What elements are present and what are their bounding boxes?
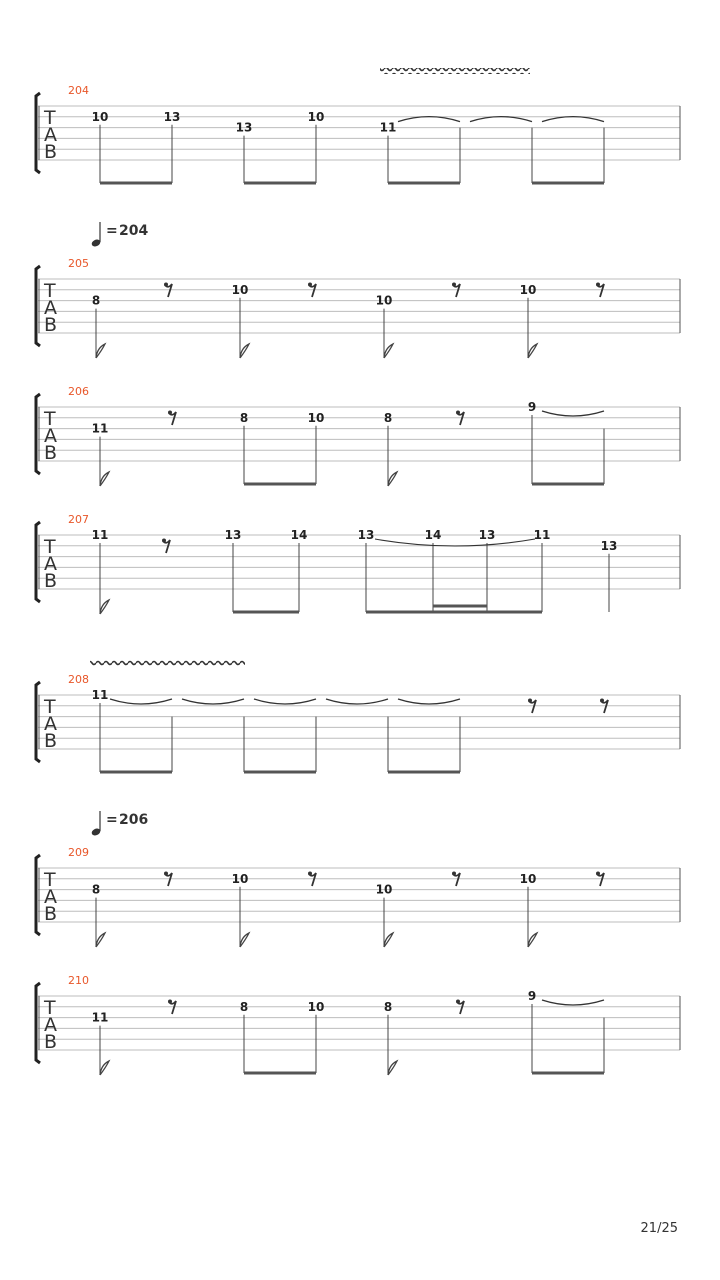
eighth-flag-icon <box>96 344 105 358</box>
rest-dot <box>308 872 312 876</box>
quarter-note-icon <box>91 222 102 248</box>
eighth-flag-icon <box>240 344 249 358</box>
tie-arc <box>398 117 460 122</box>
fret-number: 11 <box>379 120 397 135</box>
measure-number: 207 <box>68 513 89 526</box>
fret-number: 10 <box>91 109 109 124</box>
tab-clef-letter: A <box>44 425 57 447</box>
rest-dot <box>452 872 456 876</box>
tab-clef-letter: B <box>44 314 58 336</box>
eighth-flag-icon <box>100 472 109 486</box>
tempo-bpm: 206 <box>119 812 149 828</box>
fret-number: 11 <box>91 528 109 542</box>
rest-dot <box>168 411 172 415</box>
tempo-equals: = <box>106 223 118 239</box>
eighth-flag-icon <box>384 933 393 947</box>
fret-number: 8 <box>91 293 101 308</box>
measure-number: 209 <box>68 846 89 859</box>
tab-clef-letter: T <box>44 997 56 1019</box>
rest-dot <box>452 283 456 287</box>
tab-clef-letter: B <box>44 442 58 464</box>
rest-dot <box>168 1000 172 1004</box>
rest-dot <box>308 283 312 287</box>
tempo-marking <box>91 811 149 837</box>
page-number: 21/25 <box>640 1221 678 1236</box>
tempo-equals: = <box>106 812 118 828</box>
fret-number: 8 <box>239 410 249 425</box>
tab-system <box>36 660 680 772</box>
fret-number: 8 <box>383 410 393 425</box>
eighth-flag-icon <box>100 600 109 614</box>
rest-dot <box>528 699 532 703</box>
rest-dot <box>600 699 604 703</box>
tie-arc <box>254 699 316 704</box>
tab-clef-letter: B <box>44 1031 58 1053</box>
tab-system <box>36 385 680 486</box>
eighth-flag-icon <box>388 1061 397 1075</box>
fret-number: 10 <box>307 999 325 1014</box>
tab-clef-letter: A <box>44 553 57 575</box>
fret-number: 10 <box>375 882 393 897</box>
eighth-flag-icon <box>100 1061 109 1075</box>
fret-number: 10 <box>231 282 249 297</box>
tab-clef-letter: T <box>44 280 56 302</box>
tab-clef-letter: T <box>44 107 56 129</box>
fret-number: 11 <box>533 528 551 542</box>
slur-arc <box>375 539 535 546</box>
tie-arc <box>542 1000 604 1005</box>
tie-arc <box>182 699 244 704</box>
rest-dot <box>456 411 460 415</box>
tab-clef-letter: A <box>44 124 57 146</box>
fret-number: 13 <box>357 528 375 542</box>
tab-system <box>36 846 680 947</box>
fret-number: 13 <box>235 120 253 135</box>
fret-number: 10 <box>307 109 325 124</box>
tab-system <box>36 513 680 614</box>
tie-arc <box>542 411 604 416</box>
fret-number: 11 <box>91 1010 109 1025</box>
quarter-note-icon <box>91 811 102 837</box>
eighth-flag-icon <box>388 472 397 486</box>
tempo-marking <box>91 222 149 248</box>
fret-number: 10 <box>519 282 537 297</box>
tab-clef-letter: B <box>44 903 58 925</box>
measure-number: 210 <box>68 974 89 987</box>
tie-arc <box>110 699 172 704</box>
tab-clef-letter: A <box>44 713 57 735</box>
fret-number: 13 <box>478 528 496 542</box>
measure-number: 208 <box>68 673 89 686</box>
fret-number: 8 <box>383 999 393 1014</box>
tab-system <box>36 974 680 1075</box>
measure-number: 205 <box>68 257 89 270</box>
fret-number: 13 <box>224 528 242 542</box>
tab-clef-letter: A <box>44 1014 57 1036</box>
tie-arc <box>542 117 604 122</box>
tab-clef-letter: T <box>44 869 56 891</box>
tie-arc <box>326 699 388 704</box>
rest-dot <box>456 1000 460 1004</box>
eighth-flag-icon <box>384 344 393 358</box>
fret-number: 10 <box>231 871 249 886</box>
fret-number: 10 <box>519 871 537 886</box>
tab-clef-letter: A <box>44 297 57 319</box>
tab-clef-letter: B <box>44 570 58 592</box>
rest-dot <box>596 283 600 287</box>
tab-clef-letter: A <box>44 886 57 908</box>
fret-number: 8 <box>91 882 101 897</box>
rest-dot <box>596 872 600 876</box>
tab-clef-letter: T <box>44 696 56 718</box>
fret-number: 13 <box>163 109 181 124</box>
tempo-bpm: 204 <box>119 223 149 239</box>
tab-clef-letter: T <box>44 408 56 430</box>
tie-arc <box>470 117 532 122</box>
rest-dot <box>164 872 168 876</box>
fret-number: 9 <box>527 989 537 1003</box>
vibrato-mark <box>90 660 245 666</box>
tab-system <box>36 257 680 358</box>
fret-number: 11 <box>91 421 109 436</box>
vibrato-mark <box>380 68 530 74</box>
eighth-flag-icon <box>240 933 249 947</box>
fret-number: 13 <box>600 538 618 553</box>
fret-number: 10 <box>375 293 393 308</box>
measure-number: 206 <box>68 385 89 398</box>
rest-dot <box>162 539 166 543</box>
tab-clef-letter: T <box>44 536 56 558</box>
fret-number: 10 <box>307 410 325 425</box>
fret-number: 14 <box>424 528 442 542</box>
tab-clef-letter: B <box>44 730 58 752</box>
measure-number: 204 <box>68 84 89 97</box>
eighth-flag-icon <box>528 344 537 358</box>
fret-number: 14 <box>290 528 308 542</box>
fret-number: 8 <box>239 999 249 1014</box>
eighth-flag-icon <box>528 933 537 947</box>
eighth-flag-icon <box>96 933 105 947</box>
tie-arc <box>398 699 460 704</box>
fret-number: 9 <box>527 400 537 414</box>
fret-number: 11 <box>91 688 109 702</box>
rest-dot <box>164 283 168 287</box>
tab-clef-letter: B <box>44 141 58 163</box>
tab-system <box>36 68 680 183</box>
